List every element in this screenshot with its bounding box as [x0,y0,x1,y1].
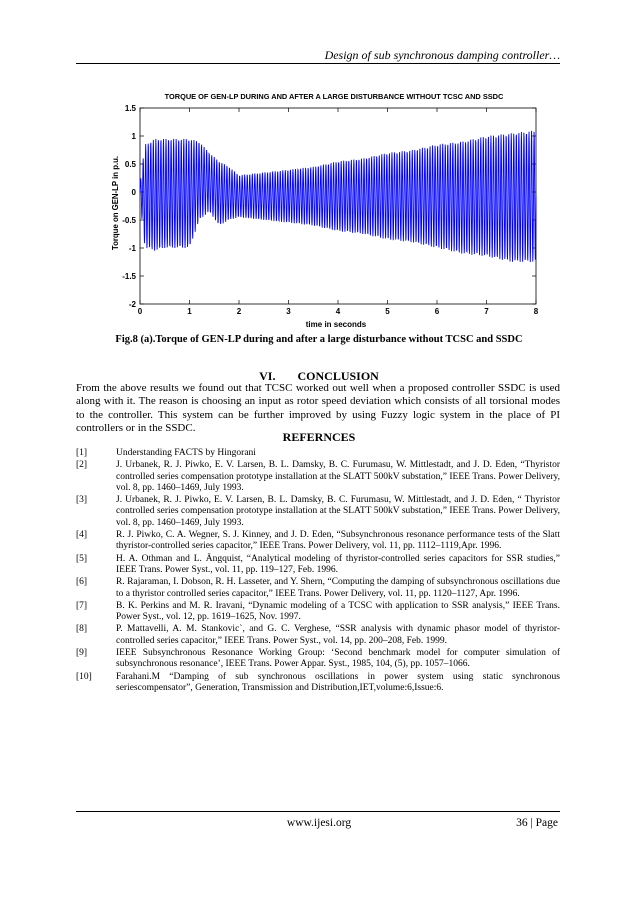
y-tick-label: 0.5 [124,160,136,169]
section-title: CONCLUSION [297,369,379,383]
x-tick-label: 8 [533,307,539,316]
reference-text: R. Rajaraman, I. Dobson, R. H. Lasseter, and Y. Shern, “Computing the damping of subsynchronous oscillations due to a thyristor controlled series capacitor,” IEEE Trans. Power Delivery, vol. 11, pp. 1120–1127, Apr. 1996. [116,577,560,599]
reference-item [76,495,560,529]
reference-text: IEEE Subsynchronous Resonance Working Group: ‘Second benchmark model for computer simulation of subsynchronous resonance’, IEEE Trans. Power Appar. Syst., 1985, 104, (5), pp. 1057–1066. [116,648,560,670]
reference-item [76,648,560,671]
references-heading: REFERNCES [282,430,356,444]
footer-website: www.ijesi.org [286,817,352,829]
x-tick-label: 7 [484,307,489,316]
reference-text: J. Urbanek, R. J. Piwko, E. V. Larsen, B. L. Damsky, B. C. Furumasu, W. Mittlestadt, and J. D. Eden, “ Thyristor controlled series compensation prototype installation at the SLATT 500kV substation,” IEEE Trans. Power Delivery, vol. 8, pp. 1460–1469, July 1993. [116,495,560,528]
reference-text: R. J. Piwko, C. A. Wegner, S. J. Kinney, and J. D. Eden, “Subsynchronous resonance performance tests of the Slatt thyristor-controlled series capacitor,” IEEE Trans. Power Delivery, vol. 11, pp. 1112–1119,Apr. 1996. [116,530,560,552]
y-tick-label: -1.5 [122,272,136,281]
header-title: Design of sub synchronous damping controller… [324,48,560,62]
x-tick-label: 4 [335,307,341,316]
reference-number: [2] [76,460,88,471]
reference-number: [9] [76,648,88,659]
reference-number: [1] [76,448,88,458]
reference-item [76,448,560,459]
x-tick-label: 5 [385,307,390,316]
y-tick-label: 0 [131,188,136,197]
x-tick-label: 0 [137,307,143,316]
chart-title: TORQUE OF GEN-LP DURING AND AFTER A LARGE DISTURBANCE WITHOUT TCSC AND SSDC [164,92,504,101]
reference-number: [8] [76,624,88,635]
y-axis-label: Torque on GEN-LP in p.u. [111,155,120,251]
plot-area [122,104,539,316]
figure-caption: Fig.8 (a).Torque of GEN-LP during and after a large disturbance without TCSC and SSDC [115,334,523,345]
section-number: VI. [259,369,276,383]
x-tick-label: 3 [286,307,291,316]
x-tick-label: 2 [236,307,242,316]
chart-svg [104,88,544,335]
reference-text: Farahani.M “Damping of sub synchronous oscillations in power system using static synchronous seriescompensator”, Generation, Transmission and Distribution,IET,volume:6,Issue:6. [116,671,560,693]
reference-text: H. A. Othman and L. Ängquist, “Analytical modeling of thyristor-controlled series capacitors for SSR studies,” IEEE Trans. Power Syst., vol. 11, pp. 119–127, Feb. 1996. [116,553,560,575]
reference-item [76,530,560,553]
x-tick-label: 1 [187,307,192,316]
y-tick-label: -0.5 [122,216,136,225]
reference-item [76,554,560,577]
reference-item [76,672,560,695]
reference-text: J. Urbanek, R. J. Piwko, E. V. Larsen, B. L. Damsky, B. C. Furumasu, W. Mittlestadt, and J. D. Eden, “Thyristor controlled series compensation prototype installation at the SLATT 500kV substation,” IEEE Trans. Power Delivery, vol. 8, pp. 1460–1469, July 1993. [116,460,560,493]
x-axis-label: time in seconds [305,320,367,329]
reference-list [76,448,560,695]
reference-item [76,577,560,600]
reference-item [76,624,560,647]
reference-number: [7] [76,600,88,611]
header-rule [76,63,560,64]
reference-item [76,460,560,494]
reference-text: B. K. Perkins and M. R. Iravani, “Dynamic modeling of a TCSC with application to SSR analysis,” IEEE Trans. Power Syst., vol. 12, pp. 1619–1625, Nov. 1997. [116,600,560,623]
footer-rule [76,811,560,812]
reference-text: P. Mattavelli, A. M. Stankovic`, and G. C. Verghese, “SSR analysis with dynamic phasor model of thyristor-controlled series capacitor,” IEEE Trans. Power Syst., vol. 14, pp. 200–208, Feb. 1999. [116,624,560,646]
y-tick-label: -2 [128,300,136,309]
reference-text: Understanding FACTS by Hingorani [116,448,256,458]
reference-number: [10] [76,671,92,682]
y-tick-label: -1 [128,244,136,253]
reference-item [76,601,560,624]
reference-number: [4] [76,530,88,541]
y-tick-label: 1 [131,132,136,141]
reference-number: [6] [76,577,88,588]
conclusion-paragraph: From the above results we found out that TCSC worked out well when a proposed controller SSDC is used along with it. The reason is choosing an input as rotor speed deviation which consists of all torsional modes to the controller. This system can be further improved by using Fuzzy logic system in the place of PI controllers or in the SSDC. [76,382,560,434]
reference-number: [3] [76,495,88,506]
x-tick-label: 6 [434,307,440,316]
footer-page-number: 36 | Page [516,817,558,829]
y-tick-label: 1.5 [124,104,136,113]
torque-chart [104,88,544,335]
reference-number: [5] [76,553,88,564]
